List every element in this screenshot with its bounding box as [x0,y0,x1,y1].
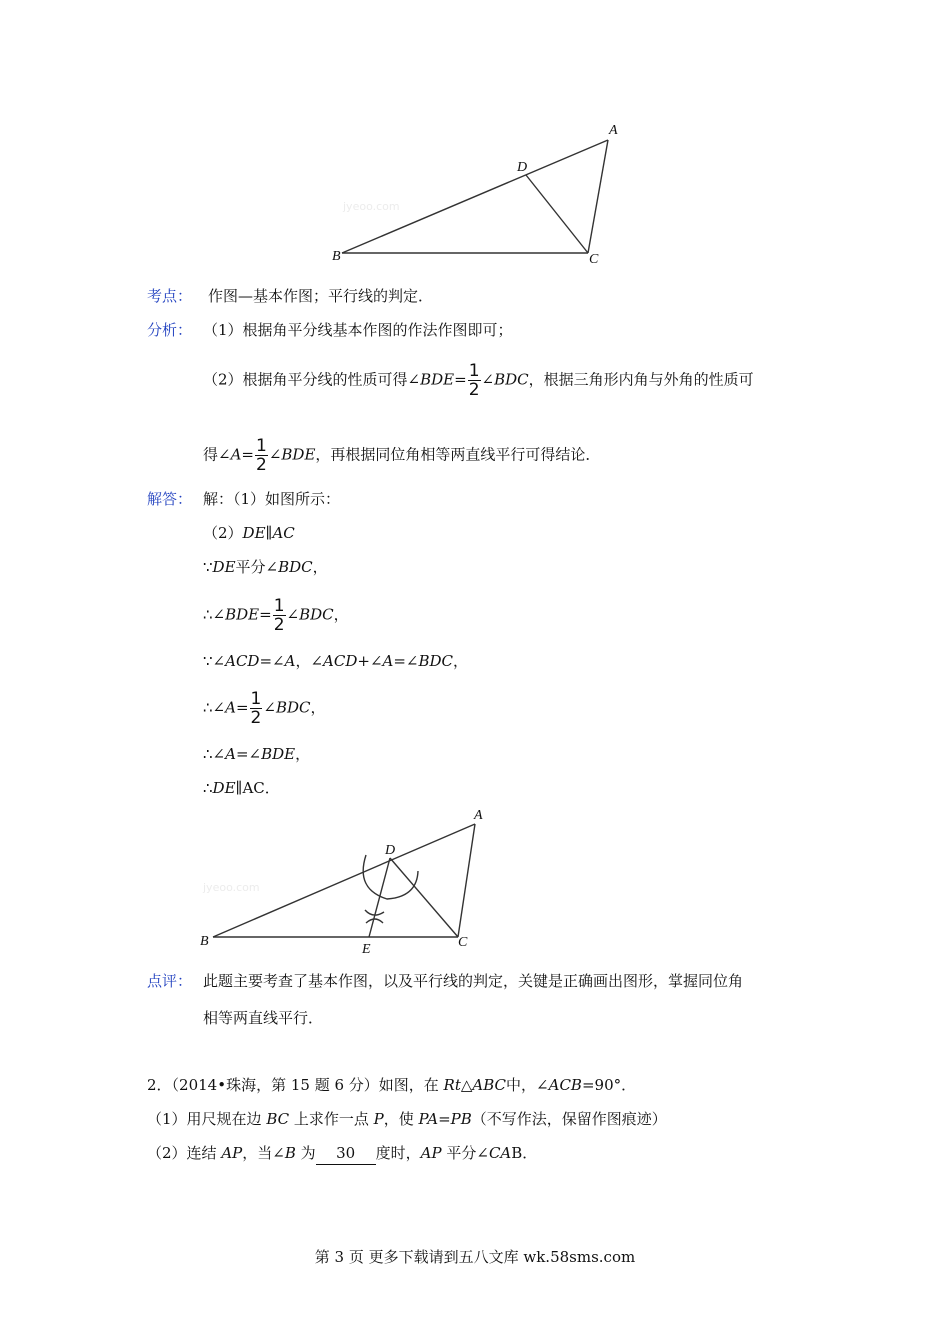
problem2-part-1: （1）用尺规在边 BC 上求作一点 P，使 PA=PB（不写作法，保留作图痕迹） [147,1110,667,1128]
label-A: A [474,808,483,823]
arc-mark-2 [366,919,383,923]
page-footer: 第 3 页 更多下载请到五八文库 wk.58sms.com [314,1248,636,1266]
fenxi-line-1: （1）根据角平分线基本作图的作法作图即可； [203,321,513,339]
segment-DC [526,175,588,253]
kaodian-label: 考点： [147,287,193,305]
fraction-half: $\frac{1}{2}$ [468,361,480,400]
jieda-line-8: ∴DE∥AC． [203,779,280,797]
problem2-stem: 2．（2014•珠海，第 15 题 6 分）如图，在 Rt△ABC中，∠ACB=90°． [147,1076,637,1094]
kaodian-row [147,285,433,307]
segment-DE [369,858,390,937]
jieda-line-4: ∴∠BDE= $\frac{1}{2}$ ∠BDC， [203,596,349,635]
arc-at-D [363,855,418,899]
label-A: A [609,123,618,138]
fraction-half: $\frac{1}{2}$ [273,596,285,635]
fraction-half: $\frac{1}{2}$ [256,436,267,475]
label-C: C [589,252,599,267]
kaodian-text: 作图—基本作图；平行线的判定． [208,287,434,305]
segment-AC [458,824,475,937]
figure-1-watermark: jyeoo.com [343,200,400,213]
fraction-half: $\frac{1}{2}$ [250,689,262,728]
fenxi-line-2: （2）根据角平分线的性质可得∠BDE= $\frac{1}{2}$ ∠BDC，根据三角形内角与外角的性质可 [203,361,754,400]
label-B: B [200,934,209,949]
answer-blank: 30 [316,1142,376,1165]
jieda-line-6: ∴∠A= $\frac{1}{2}$ ∠BDC， [203,689,326,728]
problem2-part-2: （2）连结 AP，当∠B 为 30 度时，AP 平分∠CAB． [147,1142,537,1165]
label-D: D [517,160,528,175]
figure-2-watermark: jyeoo.com [203,881,260,894]
jieda-line-2: （2）DE∥AC [203,524,295,542]
dianping-label: 点评： [147,972,193,990]
jieda-line-5: ∵∠ACD=∠A，∠ACD+∠A=∠BDC， [203,652,469,670]
segment-BA [342,140,608,253]
figure-2-construction [195,803,495,958]
dianping-line-1: 此题主要考查了基本作图，以及平行线的判定，关键是正确画出图形，掌握同位角 [203,972,744,990]
jieda-line-1: 解：（1）如图所示： [203,490,341,508]
segment-DC [390,858,458,937]
label-B: B [332,249,341,264]
fenxi-label: 分析： [147,321,193,339]
jieda-line-3: ∵DE平分∠BDC， [203,558,328,576]
label-C: C [458,935,468,950]
fenxi-line-3: 得∠A= $\frac{1}{2}$ ∠BDE，再根据同位角相等两直线平行可得结论． [203,436,601,475]
label-E: E [362,942,371,957]
label-D: D [385,843,396,858]
dianping-line-2: 相等两直线平行． [203,1009,324,1027]
jieda-label: 解答： [147,490,193,508]
figure-1-triangle [325,118,625,270]
jieda-line-7: ∴∠A=∠BDE， [203,745,311,763]
segment-AC [588,140,608,253]
